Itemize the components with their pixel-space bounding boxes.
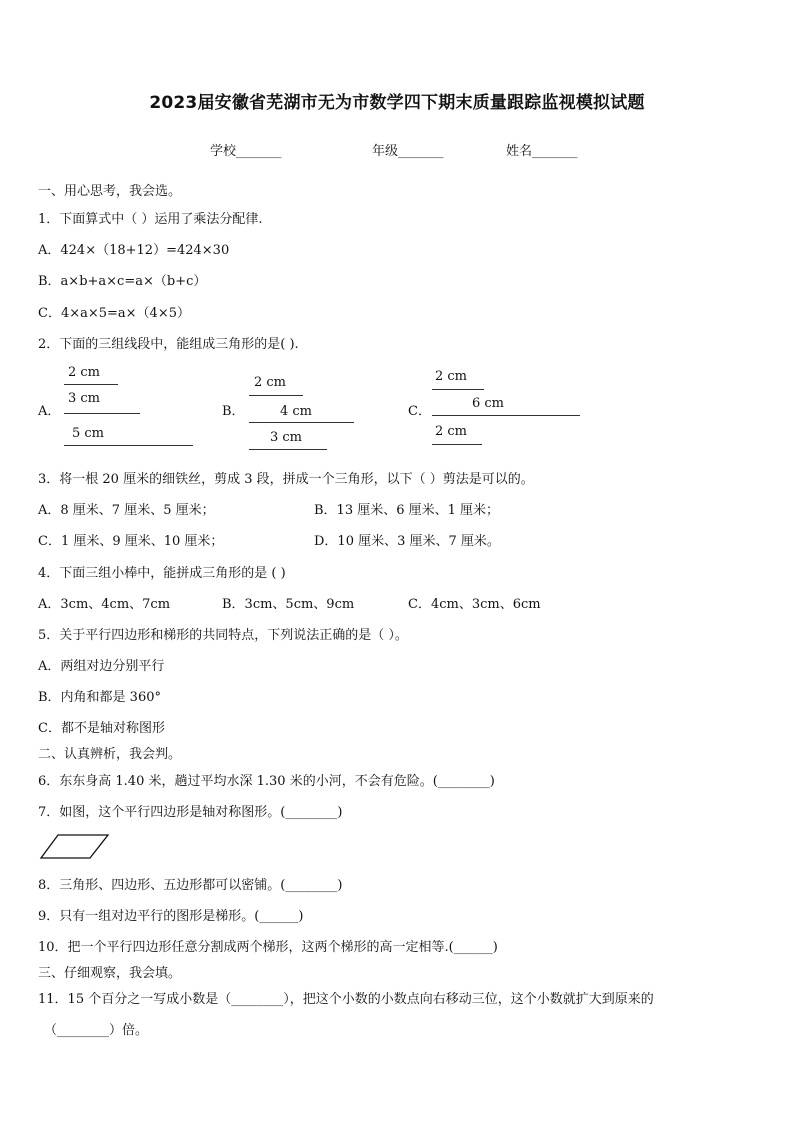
section-2-heading: 二、认真辨析，我会判。 <box>38 747 182 762</box>
q1-stem: 1．下面算式中（ ）运用了乘法分配律. <box>38 212 263 227</box>
q4-option-c[interactable]: C．4cm、3cm、6cm <box>408 597 541 612</box>
q3-option-d[interactable]: D．10 厘米、3 厘米、7 厘米。 <box>314 534 500 549</box>
segment-label: 3 cm <box>68 391 101 406</box>
q2-option-c-letter[interactable]: C． <box>408 404 431 419</box>
segment-label: 5 cm <box>72 426 105 441</box>
grade-field: 年级_______ <box>372 144 444 159</box>
q11-line1: 11．15 个百分之一写成小数是（________），把这个小数的小数点向右移动三位，这个小数就扩大到原来的 <box>38 992 654 1007</box>
segment-line <box>64 413 140 414</box>
name-field: 姓名_______ <box>506 144 578 159</box>
q6-text: 6．东东身高 1.40 米，趟过平均水深 1.30 米的小河，不会有危险。(________) <box>38 774 495 789</box>
q1-option-a[interactable]: A．424×（18+12）=424×30 <box>38 243 230 258</box>
segment-label: 3 cm <box>270 430 303 445</box>
q2-option-a-letter[interactable]: A． <box>38 404 61 419</box>
q5-stem: 5．关于平行四边形和梯形的共同特点，下列说法正确的是（ ）。 <box>38 628 408 643</box>
q10-text: 10．把一个平行四边形任意分割成两个梯形，这两个梯形的高一定相等.(______) <box>38 940 498 955</box>
q4-option-a[interactable]: A．3cm、4cm、7cm <box>38 597 171 612</box>
segment-line <box>64 445 193 446</box>
segment-line <box>64 384 118 385</box>
q7-text: 7．如图，这个平行四边形是轴对称图形。(________) <box>38 805 343 820</box>
school-field: 学校_______ <box>210 144 282 159</box>
section-3-heading: 三、仔细观察，我会填。 <box>38 966 182 981</box>
segment-label: 6 cm <box>472 396 505 411</box>
segment-line <box>249 449 327 450</box>
q3-option-a[interactable]: A．8 厘米、7 厘米、5 厘米； <box>38 503 215 518</box>
segment-line <box>432 389 484 390</box>
q8-text: 8．三角形、四边形、五边形都可以密铺。(________) <box>38 878 343 893</box>
section-1-heading: 一、用心思考，我会选。 <box>38 184 182 199</box>
q1-option-c[interactable]: C．4×a×5=a×（4×5） <box>38 306 190 321</box>
q3-stem: 3．将一根 20 厘米的细铁丝，剪成 3 段，拼成一个三角形，以下（ ）剪法是可以的。 <box>38 472 534 487</box>
q2-stem: 2．下面的三组线段中，能组成三角形的是( ). <box>38 337 299 352</box>
segment-label: 2 cm <box>254 375 287 390</box>
segment-label: 2 cm <box>68 365 101 380</box>
q3-option-b[interactable]: B．13 厘米、6 厘米、1 厘米； <box>314 503 500 518</box>
segment-label: 2 cm <box>435 424 468 439</box>
q5-option-c[interactable]: C．都不是轴对称图形 <box>38 721 165 736</box>
q4-option-b[interactable]: B．3cm、5cm、9cm <box>222 597 355 612</box>
parallelogram-shape <box>41 835 108 858</box>
q5-option-a[interactable]: A．两组对边分别平行 <box>38 659 165 674</box>
segment-line <box>249 395 303 396</box>
segment-label: 2 cm <box>435 369 468 384</box>
segment-label: 4 cm <box>280 404 313 419</box>
q5-option-b[interactable]: B．内角和都是 360° <box>38 690 161 705</box>
q2-option-b-letter[interactable]: B． <box>222 404 245 419</box>
q9-text: 9．只有一组对边平行的图形是梯形。(______) <box>38 909 304 924</box>
page-title: 2023届安徽省芜湖市无为市数学四下期末质量跟踪监视模拟试题 <box>149 93 645 113</box>
q3-option-c[interactable]: C．1 厘米、9 厘米、10 厘米； <box>38 534 224 549</box>
segment-line <box>432 415 580 416</box>
segment-line <box>432 444 482 445</box>
q4-stem: 4．下面三组小棒中，能拼成三角形的是 ( ) <box>38 566 286 581</box>
parallelogram-figure <box>38 832 112 862</box>
q1-option-b[interactable]: B．a×b+a×c=a×（b+c） <box>38 274 207 289</box>
q11-line2: （________）倍。 <box>44 1023 149 1038</box>
segment-line <box>249 422 354 423</box>
